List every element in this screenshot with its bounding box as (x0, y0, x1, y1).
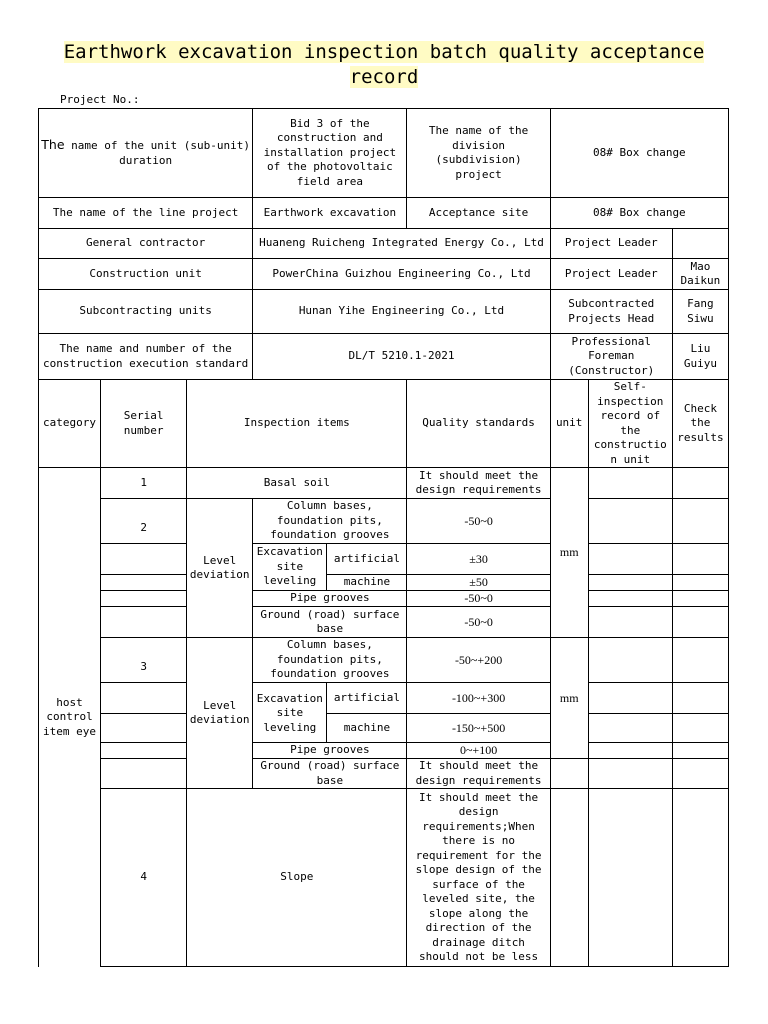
acceptance-site-label: Acceptance site (407, 198, 550, 229)
r3-self-4 (588, 743, 672, 759)
unit-name-label-cell (39, 109, 253, 198)
r2-excavation: Excavation site leveling (253, 544, 327, 591)
foreman-value: Liu Guiyu (672, 334, 728, 380)
project-no-label: Project No.: (60, 93, 140, 106)
r3-check-3 (672, 714, 728, 743)
title-block (0, 40, 768, 90)
r4-self (588, 789, 672, 967)
r3-machine: machine (327, 714, 407, 743)
r2-no: 2 (101, 499, 187, 544)
r2-mach-std: ±50 (407, 575, 550, 591)
r3-no-blank-2 (101, 714, 187, 743)
r3-check-4 (672, 743, 728, 759)
r3-excavation: Excavation site leveling (253, 683, 327, 743)
standard-label: The name and number of the construction execution standard (39, 334, 253, 380)
subcontracting-value: Hunan Yihe Engineering Co., Ltd (253, 290, 550, 334)
construction-leader-label: Project Leader (550, 259, 672, 290)
r3-check-2 (672, 683, 728, 714)
r2-check-3 (672, 575, 728, 591)
r3-col-std: -50~+200 (407, 638, 550, 683)
r3-pipe-grooves: Pipe grooves (253, 743, 407, 759)
r1-std: It should meet the design requirements (407, 468, 550, 499)
r3-pipe-std: 0~+100 (407, 743, 550, 759)
r1-no: 1 (101, 468, 187, 499)
col-standards: Quality standards (407, 380, 550, 468)
col-serial: Serial number (101, 380, 187, 468)
acceptance-site-value: 08# Box change (550, 198, 728, 229)
r2-machine: machine (327, 575, 407, 591)
r3-no-blank-4 (101, 759, 187, 789)
line-project-value: Earthwork excavation (253, 198, 407, 229)
r3-column-bases: Column bases, foundation pits, foundation grooves (253, 638, 407, 683)
foreman-label: Professional Foreman (Constructor) (550, 334, 672, 380)
r4-no: 4 (101, 789, 187, 967)
r3-check-1 (672, 638, 728, 683)
col-self-inspection: Self-inspection record of the construction unit (588, 380, 672, 468)
r4-std: It should meet the design requirements;When there is no requirement for the slope design of the surface of the leveled site, the slope along the direction of the drainage ditch should not be less (407, 789, 550, 967)
r3-check-5 (672, 759, 728, 789)
subcontracting-label: Subcontracting units (39, 290, 253, 334)
project-leader-label: Project Leader (550, 229, 672, 259)
r2-self-3 (588, 575, 672, 591)
r3-self-3 (588, 714, 672, 743)
division-value: 08# Box change (550, 109, 728, 198)
line-project-label: The name of the line project (39, 198, 253, 229)
r2-art-std: ±30 (407, 544, 550, 575)
col-unit: unit (550, 380, 588, 468)
subcontract-head-label: Subcontracted Projects Head (550, 290, 672, 334)
r3-ground-std: It should meet the design requirements (407, 759, 550, 789)
r2-check-5 (672, 607, 728, 638)
r1-item: Basal soil (187, 468, 407, 499)
r4-unit (550, 789, 588, 967)
r2-pipe-std: -50~0 (407, 591, 550, 607)
r2-no-blank-2 (101, 575, 187, 591)
r2-self-4 (588, 591, 672, 607)
r2-col-std: -50~0 (407, 499, 550, 544)
col-category: category (39, 380, 101, 468)
r3-mach-std: -150~+500 (407, 714, 550, 743)
r2-self-1 (588, 499, 672, 544)
r2-artificial: artificial (327, 544, 407, 575)
general-contractor-value: Huaneng Ruicheng Integrated Energy Co., Ltd (253, 229, 550, 259)
r3-self-1 (588, 638, 672, 683)
unit-name-label: name of the unit (sub-unit) duration (71, 139, 250, 167)
r2-no-blank-1 (101, 544, 187, 575)
r3-no-blank-1 (101, 683, 187, 714)
acceptance-record-table (38, 108, 729, 967)
r3-unit-blank (550, 759, 588, 789)
r2-no-blank-3 (101, 591, 187, 607)
project-leader-value (672, 229, 728, 259)
r2-check-1 (672, 499, 728, 544)
r2-ground-std: -50~0 (407, 607, 550, 638)
r3-unit: mm (550, 638, 588, 759)
r3-level-deviation: Level deviation (187, 638, 253, 789)
category-main: host control item eye (39, 468, 101, 967)
standard-value: DL/T 5210.1-2021 (253, 334, 550, 380)
r2-unit: mm (550, 468, 588, 638)
r3-artificial: artificial (327, 683, 407, 714)
r4-item: Slope (187, 789, 407, 967)
r2-level-deviation: Level deviation (187, 499, 253, 638)
r3-art-std: -100~+300 (407, 683, 550, 714)
col-check: Check the results (672, 380, 728, 468)
subcontract-head-value: Fang Siwu (672, 290, 728, 334)
construction-unit-label: Construction unit (39, 259, 253, 290)
r3-self-2 (588, 683, 672, 714)
construction-unit-value: PowerChina Guizhou Engineering Co., Ltd (253, 259, 550, 290)
r2-check-2 (672, 544, 728, 575)
r2-ground-base: Ground (road) surface base (253, 607, 407, 638)
construction-leader-value: Mao Daikun (672, 259, 728, 290)
r2-pipe-grooves: Pipe grooves (253, 591, 407, 607)
r1-self (588, 468, 672, 499)
r3-no: 3 (101, 638, 187, 683)
page-title: Earthwork excavation inspection batch quality acceptance record (63, 41, 705, 88)
division-label: The name of the division (subdivision) project (407, 109, 550, 198)
r2-check-4 (672, 591, 728, 607)
r2-column-bases: Column bases, foundation pits, foundation grooves (253, 499, 407, 544)
r2-no-blank-4 (101, 607, 187, 638)
r3-no-blank-3 (101, 743, 187, 759)
unit-name-value: Bid 3 of the construction and installation project of the photovoltaic field area (253, 109, 407, 198)
r4-check (672, 789, 728, 967)
unit-name-prefix: The (41, 137, 65, 152)
r1-check (672, 468, 728, 499)
general-contractor-label: General contractor (39, 229, 253, 259)
r3-ground-base: Ground (road) surface base (253, 759, 407, 789)
r2-self-2 (588, 544, 672, 575)
r3-self-5 (588, 759, 672, 789)
col-items: Inspection items (187, 380, 407, 468)
r2-self-5 (588, 607, 672, 638)
